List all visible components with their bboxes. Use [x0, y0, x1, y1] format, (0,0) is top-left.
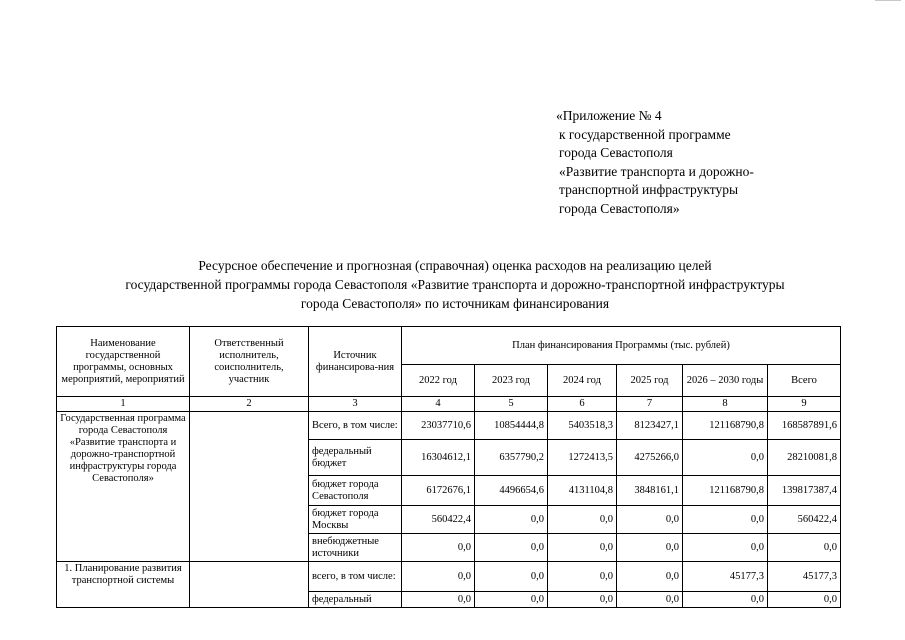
value-cell: 6357790,2 — [475, 440, 548, 476]
column-number: 9 — [768, 397, 841, 412]
header-responsible: Ответственный исполнитель, соисполнитель, участник — [190, 327, 309, 397]
source-cell: бюджет города Москвы — [309, 506, 402, 534]
source-cell: бюджет города Севастополя — [309, 476, 402, 506]
source-cell: Всего, в том числе: — [309, 412, 402, 440]
activity-name-cell: 1. Планирование развития транспортной системы — [57, 562, 190, 608]
appendix-line: транспортной инфраструктуры — [559, 182, 739, 197]
value-cell: 0,0 — [548, 562, 617, 592]
value-cell: 4496654,6 — [475, 476, 548, 506]
value-cell: 0,0 — [683, 534, 768, 562]
value-cell: 0,0 — [683, 506, 768, 534]
header-year: 2022 год — [402, 365, 475, 397]
column-number: 5 — [475, 397, 548, 412]
column-number: 2 — [190, 397, 309, 412]
value-cell: 0,0 — [617, 506, 683, 534]
header-year: 2026 – 2030 годы — [683, 365, 768, 397]
value-cell: 0,0 — [475, 562, 548, 592]
column-number: 3 — [309, 397, 402, 412]
document-title — [60, 256, 850, 313]
value-cell: 0,0 — [548, 506, 617, 534]
value-cell: 121168790,8 — [683, 476, 768, 506]
value-cell: 8123427,1 — [617, 412, 683, 440]
value-cell: 0,0 — [475, 534, 548, 562]
source-cell: внебюджетные источники — [309, 534, 402, 562]
program-name-cell: Государственная программа города Севастополя «Развитие транспорта и дорожно-транспортной инфраструктуры города Севастополя» — [57, 412, 190, 562]
value-cell: 45177,3 — [768, 562, 841, 592]
table-row — [57, 412, 841, 440]
value-cell: 0,0 — [768, 534, 841, 562]
header-year: 2023 год — [475, 365, 548, 397]
value-cell: 0,0 — [617, 592, 683, 608]
column-number: 6 — [548, 397, 617, 412]
value-cell: 10854444,8 — [475, 412, 548, 440]
header-name: Наименование государственной программы, основных мероприятий, мероприятий — [57, 327, 190, 397]
title-line: государственной программы города Севастополя «Развитие транспорта и дорожно-транспортной инфраструктуры — [125, 277, 785, 292]
header-year: 2024 год — [548, 365, 617, 397]
value-cell: 3848161,1 — [617, 476, 683, 506]
value-cell: 0,0 — [402, 562, 475, 592]
value-cell: 0,0 — [475, 506, 548, 534]
title-line: города Севастополя» по источникам финансирования — [300, 296, 610, 311]
header-plan: План финансирования Программы (тыс. рублей) — [402, 327, 841, 365]
value-cell: 23037710,6 — [402, 412, 475, 440]
scan-edge-mark — [875, 0, 901, 2]
responsible-cell — [190, 412, 309, 562]
value-cell: 0,0 — [548, 592, 617, 608]
financing-table — [56, 326, 841, 608]
source-cell: всего, в том числе: — [309, 562, 402, 592]
responsible-cell — [190, 562, 309, 608]
value-cell: 0,0 — [768, 592, 841, 608]
value-cell: 6172676,1 — [402, 476, 475, 506]
value-cell: 0,0 — [617, 562, 683, 592]
value-cell: 0,0 — [683, 440, 768, 476]
appendix-line: к государственной программе — [559, 126, 731, 142]
header-source: Источник финансирова-ния — [309, 327, 402, 397]
appendix-line: «Развитие транспорта и дорожно- — [559, 163, 754, 179]
column-number: 8 — [683, 397, 768, 412]
value-cell: 0,0 — [548, 534, 617, 562]
value-cell: 560422,4 — [402, 506, 475, 534]
value-cell: 168587891,6 — [768, 412, 841, 440]
value-cell: 5403518,3 — [548, 412, 617, 440]
value-cell: 0,0 — [683, 592, 768, 608]
appendix-line: «Приложение № 4 — [556, 108, 662, 123]
value-cell: 4275266,0 — [617, 440, 683, 476]
appendix-line: города Севастополя — [559, 145, 673, 160]
header-total: Всего — [768, 365, 841, 397]
header-year: 2025 год — [617, 365, 683, 397]
value-cell: 4131104,8 — [548, 476, 617, 506]
column-number: 7 — [617, 397, 683, 412]
value-cell: 1272413,5 — [548, 440, 617, 476]
appendix-heading — [556, 107, 754, 218]
value-cell: 0,0 — [475, 592, 548, 608]
value-cell: 28210081,8 — [768, 440, 841, 476]
table-row — [57, 562, 841, 592]
source-cell: федеральный бюджет — [309, 440, 402, 476]
column-number: 1 — [57, 397, 190, 412]
value-cell: 0,0 — [617, 534, 683, 562]
value-cell: 139817387,4 — [768, 476, 841, 506]
value-cell: 0,0 — [402, 534, 475, 562]
column-number: 4 — [402, 397, 475, 412]
value-cell: 45177,3 — [683, 562, 768, 592]
value-cell: 121168790,8 — [683, 412, 768, 440]
value-cell: 560422,4 — [768, 506, 841, 534]
title-line: Ресурсное обеспечение и прогнозная (справочная) оценка расходов на реализацию целей — [198, 258, 712, 273]
source-cell: федеральный — [309, 592, 402, 608]
value-cell: 16304612,1 — [402, 440, 475, 476]
value-cell: 0,0 — [402, 592, 475, 608]
appendix-line: города Севастополя» — [559, 200, 680, 216]
